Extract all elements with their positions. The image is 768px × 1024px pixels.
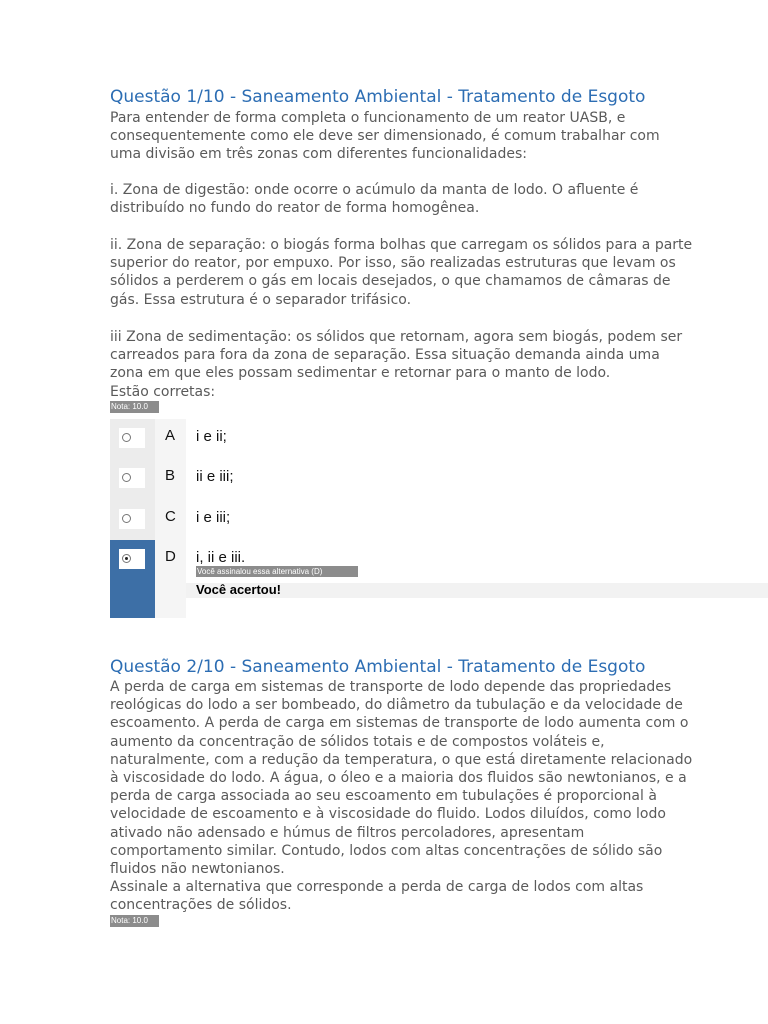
option-d-letter: D [165, 548, 176, 565]
text-line: distribuído no fundo do reator de forma homogênea. [110, 200, 480, 217]
question-1-intro [110, 109, 670, 164]
text-line: Estão corretas: [110, 383, 216, 400]
text-line: fluidos não newtonianos. [110, 861, 285, 878]
text-line: uma divisão em três zonas com diferentes funcionalidades: [110, 146, 527, 163]
option-c[interactable] [110, 500, 186, 540]
text-line: perda de carga associada ao seu escoamento em tubulações é proporcional à [110, 788, 657, 805]
question-2-title: Questão 2/10 - Saneamento Ambiental - Tratamento de Esgoto [110, 657, 646, 677]
option-a-radio[interactable] [122, 433, 131, 442]
text-line: carreados para fora da zona de separação. Essa situação demanda ainda uma [110, 347, 660, 364]
text-line: à viscosidade do lodo. A água, o óleo e a maioria dos fluidos são newtonianos, e a [110, 770, 687, 787]
option-b-radio[interactable] [122, 473, 131, 482]
text-line: aumento da concentração de sólidos totais e de compostos voláteis e, [110, 733, 605, 750]
option-c-text[interactable]: i e iii; [196, 509, 231, 526]
option-d-letter-cell [155, 540, 186, 618]
text-line: ii. Zona de separação: o biogás forma bolhas que carregam os sólidos para a parte [110, 237, 693, 253]
option-b-radio-cell [110, 459, 155, 500]
option-c-radio-box [119, 509, 145, 529]
option-d-radio[interactable] [122, 554, 131, 563]
option-c-radio-cell [110, 500, 155, 540]
option-a-letter-cell [155, 419, 186, 459]
option-d-text[interactable]: i, ii e iii. [196, 549, 246, 566]
question-1-item-iii [110, 328, 683, 401]
question-1-item-i [110, 181, 670, 217]
text-line: ativado não adensado e húmus de filtros percoladores, apresentam [110, 824, 585, 841]
option-b-radio-box [119, 468, 145, 488]
question-1-nota-badge: Nota: 10.0 [110, 401, 159, 413]
option-d[interactable] [110, 540, 186, 618]
text-line: comportamento similar. Contudo, lodos com altas concentrações de sólido são [110, 842, 663, 859]
text-line: consequentemente como ele deve ser dimensionado, é comum trabalhar com [110, 128, 660, 145]
text-line: Assinale a alternativa que corresponde a perda de carga de lodos com altas [110, 879, 644, 896]
option-a-letter: A [165, 427, 176, 444]
correct-feedback: Você acertou! [196, 582, 282, 597]
text-line: Para entender de forma completa o funcionamento de um reator UASB, e [110, 110, 626, 126]
text-line: escoamento. A perda de carga em sistemas de transporte de lodo aumenta com o [110, 715, 689, 732]
question-2-body [110, 678, 693, 915]
option-c-radio[interactable] [122, 514, 131, 523]
text-line: i. Zona de digestão: onde ocorre o acúmulo da manta de lodo. O afluente é [110, 182, 639, 198]
option-c-letter-cell [155, 500, 186, 540]
option-b[interactable] [110, 459, 186, 500]
option-a-radio-cell [110, 419, 155, 459]
text-line: concentrações de sólidos. [110, 897, 292, 914]
option-b-letter-cell [155, 459, 186, 500]
text-line: gás. Essa estrutura é o separador trifásico. [110, 291, 412, 308]
option-d-radio-box [119, 549, 145, 569]
text-line: velocidade de escoamento e à viscosidade do fluido. Lodos diluídos, como lodo [110, 806, 666, 823]
option-d-radio-cell [110, 540, 155, 618]
option-c-letter: C [165, 508, 176, 525]
question-2-nota-badge: Nota: 10.0 [110, 915, 159, 927]
question-1-item-ii [110, 236, 693, 309]
text-line: reológicas do lodo a ser bombeado, do diâmetro da tubulação e da velocidade de [110, 697, 683, 714]
text-line: superior do reator, por empuxo. Por isso, são realizadas estruturas que levam os [110, 255, 676, 272]
option-a[interactable] [110, 419, 186, 459]
text-line: A perda de carga em sistemas de transporte de lodo depende das propriedades [110, 679, 672, 695]
selected-answer-badge: Você assinalou essa alternativa (D) [196, 566, 358, 577]
option-a-text[interactable]: i e ii; [196, 428, 227, 445]
text-line: sólidos a perderem o gás em locais desejados, o que chamamos de câmaras de [110, 273, 671, 290]
text-line: zona em que eles possam sedimentar e retornar para o manto de lodo. [110, 365, 611, 382]
text-line: naturalmente, com a redução da temperatura, o que está diretamente relacionado [110, 751, 693, 768]
text-line: iii Zona de sedimentação: os sólidos que retornam, agora sem biogás, podem ser [110, 329, 683, 345]
option-b-text[interactable]: ii e iii; [196, 468, 234, 485]
question-1-title: Questão 1/10 - Saneamento Ambiental - Tratamento de Esgoto [110, 87, 646, 107]
option-a-radio-box [119, 428, 145, 448]
option-b-letter: B [165, 467, 176, 484]
